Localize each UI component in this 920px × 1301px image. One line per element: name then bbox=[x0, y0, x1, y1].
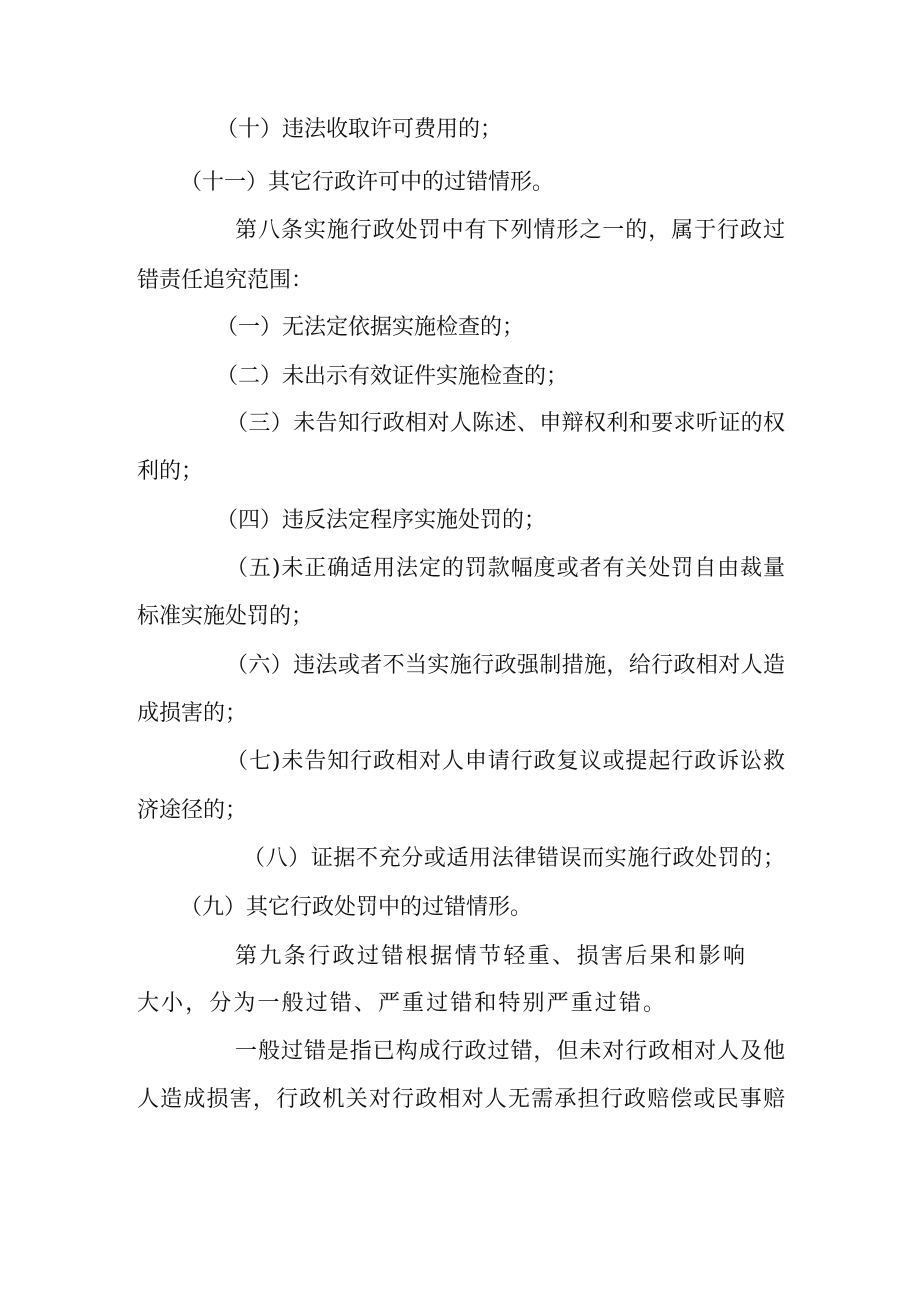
text-line: （四）违反法定程序实施处罚的； bbox=[216, 508, 547, 533]
text-line: （六）违法或者不当实施行政强制措施，给行政相对人造 bbox=[226, 653, 785, 678]
text-line: 人造成损害，行政机关对行政相对人无需承担行政赔偿或民事赔 bbox=[137, 1087, 785, 1112]
text-line: 标准实施处罚的； bbox=[137, 604, 314, 629]
text-line: （三）未告知行政相对人陈述、申辩权利和要求听证的权 bbox=[226, 411, 785, 436]
text-line: （五)未正确适用法定的罚款幅度或者有关处罚自由裁量 bbox=[226, 556, 785, 581]
text-line: （九）其它行政处罚中的过错情形。 bbox=[180, 895, 533, 920]
text-line: 成损害的； bbox=[137, 701, 248, 726]
text-line: （一）无法定依据实施检查的； bbox=[216, 315, 525, 340]
text-line: 第九条行政过错根据情节轻重、损害后果和影响 bbox=[235, 944, 745, 969]
text-line: （七)未告知行政相对人申请行政复议或提起行政诉讼救 bbox=[226, 749, 785, 774]
text-line: （十）违法收取许可费用的； bbox=[216, 117, 503, 142]
text-line: （二）未出示有效证件实施检查的； bbox=[216, 364, 569, 389]
text-line: 一般过错是指已构成行政过错，但未对行政相对人及他 bbox=[235, 1039, 785, 1064]
text-line: （八）证据不充分或适用法律错误而实施行政处罚的； bbox=[243, 846, 785, 871]
text-line: 第八条实施行政处罚中有下列情形之一的，属于行政过 bbox=[235, 218, 785, 243]
text-line: 利的； bbox=[137, 459, 204, 484]
text-line: （十一）其它行政许可中的过错情形。 bbox=[180, 170, 555, 195]
text-line: 错责任追究范围： bbox=[137, 268, 314, 293]
text-line: 济途径的； bbox=[137, 798, 248, 823]
text-line: 大小，分为一般过错、严重过错和特别严重过错。 bbox=[137, 991, 665, 1016]
